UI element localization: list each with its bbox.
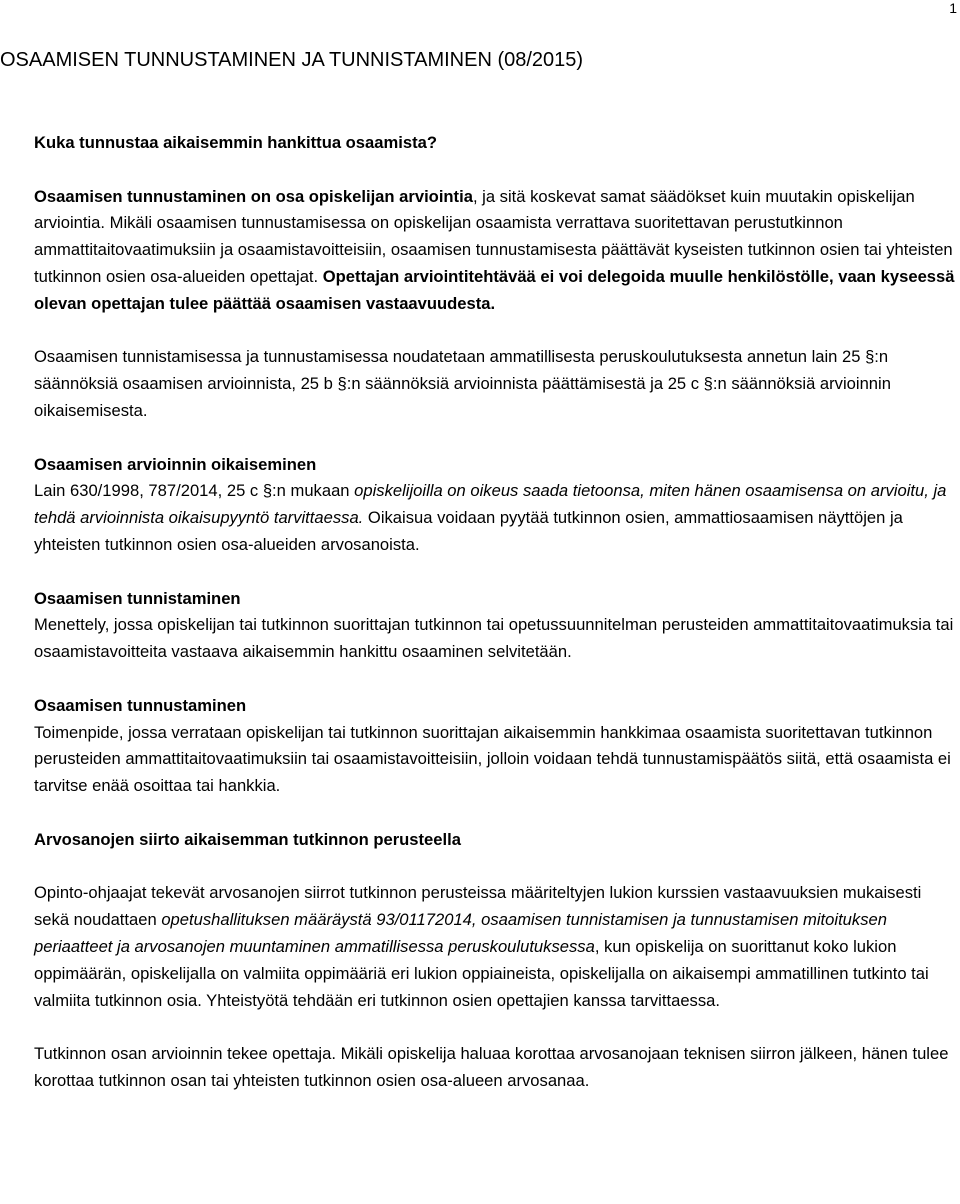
section-text-identification: Menettely, jossa opiskelijan tai tutkinnon suorittajan tutkinnon tai opetussuunnitelman perusteiden ammattitaitovaatimuksia tai osaamistavoitteita vastaava aikaisemmin hankittu osaaminen selvitetään. bbox=[34, 615, 954, 662]
document-body bbox=[34, 130, 958, 1095]
page-number: 1 bbox=[949, 0, 957, 16]
paragraph-assessment bbox=[34, 184, 958, 318]
correction-text-italic: opiskelijoilla on oikeus saada tietoonsa, miten hänen osaamisensa on arvioitu, ja tehdä arvioinnista oikaisupyyntö tarvittaessa. bbox=[34, 481, 947, 528]
paragraph-law: Osaamisen tunnistamisessa ja tunnustamisessa noudatetaan ammatillisesta peruskoulutuksesta annetun lain 25 §:n säännöksiä osaamisen arvioinnista, 25 b §:n säännöksiä arvioinnista päättämisestä ja 25 c §:n säännöksiä arvioinnin oikaisemisesta. bbox=[34, 347, 891, 420]
correction-text-before: Lain 630/1998, 787/2014, 25 c §:n mukaan bbox=[34, 481, 355, 501]
section-heading-identification: Osaamisen tunnistaminen bbox=[34, 588, 241, 608]
grade-transfer-text-italic: opetushallituksen määräystä 93/01172014, osaamisen tunnistamisen ja tunnustamisen mitoituksen periaatteet ja arvosanojen muuntaminen ammatillisessa peruskoulutuksessa bbox=[34, 910, 887, 956]
section-text-grade-transfer bbox=[34, 880, 958, 1014]
correction-text-after: Oikaisua voidaan pyytää tutkinnon osien, ammattiosaamisen näyttöjen ja yhteisten tutkinnon osien osa-alueiden arvosanoista. bbox=[34, 508, 903, 554]
section-heading-grade-transfer: Arvosanojen siirto aikaisemman tutkinnon perusteella bbox=[34, 829, 461, 849]
paragraph-assessment-bold-end: Opettajan arviointitehtävää ei voi delegoida muulle henkilöstölle, vaan kyseessä olevan opettajan tulee päättää osaamisen vastaavuudesta. bbox=[34, 266, 955, 313]
document-title: OSAAMISEN TUNNUSTAMINEN JA TUNNISTAMINEN (08/2015) bbox=[0, 49, 584, 71]
grade-transfer-text-before: Opinto-ohjaajat tekevät arvosanojen siirrot tutkinnon perusteissa määriteltyjen lukion kurssien vastaavuuksien mukaisesti sekä noudattaen bbox=[34, 883, 922, 930]
question-heading: Kuka tunnustaa aikaisemmin hankittua osaamista? bbox=[34, 133, 437, 152]
section-text-correction bbox=[34, 478, 958, 558]
paragraph-assessment-bold-start: Osaamisen tunnustaminen on osa opiskelijan arviointia bbox=[34, 186, 473, 206]
grade-transfer-text-after: , kun opiskelija on suorittanut koko lukion oppimäärän, opiskelijalla on valmiita oppimääriä eri lukion oppiaineista, opiskelijalla on aikaisempi ammatillinen tutkinto tai valmiita tutkinnon osia. Yhteistyötä tehdään eri tutkinnon osien opettajien kanssa tarvittaessa. bbox=[34, 936, 929, 1010]
paragraph-final: Tutkinnon osan arvioinnin tekee opettaja. Mikäli opiskelija haluaa korottaa arvosanojaan teknisen siirron jälkeen, hänen tulee korottaa tutkinnon osan tai yhteisten tutkinnon osien osa-alueen arvosanaa. bbox=[34, 1044, 949, 1090]
paragraph-assessment-text: , ja sitä koskevat samat säädökset kuin muutakin opiskelijan arviointia. Mikäli osaamisen tunnustamisessa on opiskelijan osaamista verrattava suoritettavan perustutkinnon ammattitaitovaatimuksiin ja osaamistavoitteisiin, osaamisen tunnustamisesta päättävät kyseisten tutkinnon osien tai yhteisten tutkinnon osien osa-alueiden opettajat. bbox=[34, 186, 953, 286]
section-heading-correction: Osaamisen arvioinnin oikaiseminen bbox=[34, 454, 317, 474]
section-text-recognition: Toimenpide, jossa verrataan opiskelijan tai tutkinnon suorittajan aikaisemmin hankkimaa osaamista suoritettavan tutkinnon perusteiden ammattitaitovaatimuksiin tai osaamistavoitteisiin, jolloin voidaan tehdä tunnustamispäätös siitä, että osaamista ei tarvitse enää osoittaa tai hankkia. bbox=[34, 722, 951, 796]
section-heading-recognition: Osaamisen tunnustaminen bbox=[34, 695, 247, 715]
